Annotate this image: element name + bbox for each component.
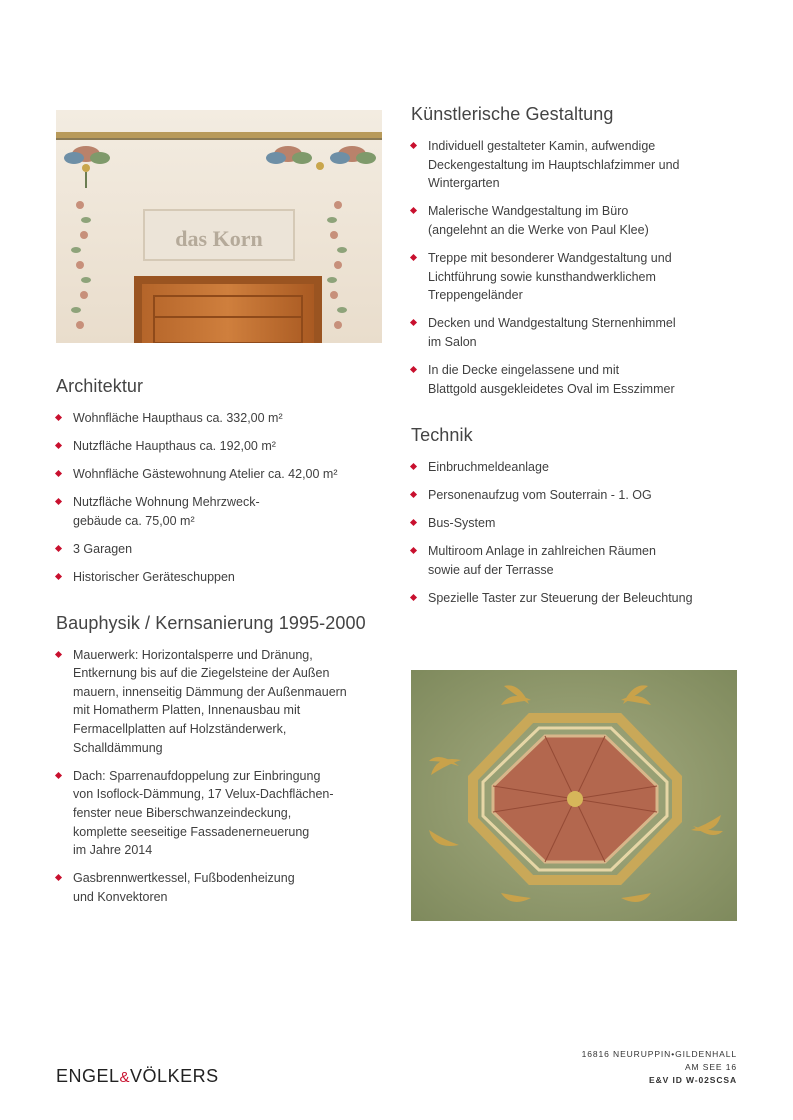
list-item <box>56 869 382 906</box>
list-item-text: Wohnfläche Haupthaus ca. 332,00 m² <box>73 411 283 425</box>
list-item <box>411 589 737 608</box>
list-item <box>56 767 382 860</box>
door-ornament-photo <box>56 110 382 343</box>
list-item-text: Gasbrennwertkessel, Fußbodenheizung und Konvektoren <box>73 871 295 904</box>
section-kunst <box>411 104 737 398</box>
list-item-text: Multiroom Anlage in zahlreichen Räumen sowie auf der Terrasse <box>428 544 656 577</box>
address-line2: AM SEE 16 <box>684 1062 737 1072</box>
listing-id: E&V ID W-02SCSA <box>649 1075 737 1085</box>
address-line1: 16816 NEURUPPIN•GILDENHALL <box>581 1049 737 1059</box>
list-item <box>56 437 382 456</box>
bullet-diamond-icon <box>55 545 62 552</box>
list-item <box>56 493 382 530</box>
list-item-text: Individuell gestalteter Kamin, aufwendige Deckengestaltung im Hauptschlafzimmer und Wintergarten <box>428 139 680 191</box>
bullet-diamond-icon <box>410 519 417 526</box>
bullet-diamond-icon <box>410 142 417 149</box>
list-item-text: Bus-System <box>428 516 496 531</box>
list-item <box>411 486 737 505</box>
list-item <box>411 137 737 193</box>
list-architektur <box>56 409 382 587</box>
list-item-text: Decken und Wandgestaltung Sternenhimmel im Salon <box>428 316 676 349</box>
bullet-diamond-icon <box>55 470 62 477</box>
bullet-diamond-icon <box>410 463 417 470</box>
list-item <box>56 646 382 758</box>
list-item-text: Personenaufzug vom Souterrain - 1. OG <box>428 488 652 503</box>
section-technik <box>411 425 737 608</box>
section-architektur <box>56 376 382 587</box>
section-bauphysik <box>56 613 382 907</box>
right-column <box>411 104 737 617</box>
logo-ampersand: & <box>119 1069 131 1086</box>
bullet-diamond-icon <box>55 651 62 658</box>
bullet-diamond-icon <box>55 442 62 449</box>
section-title-architektur: Architektur <box>56 376 144 396</box>
bullet-diamond-icon <box>55 573 62 580</box>
engel-voelkers-logo <box>56 1066 219 1087</box>
list-item <box>411 249 737 305</box>
list-item <box>411 361 737 398</box>
section-title-kunst: Künstlerische Gestaltung <box>411 104 614 124</box>
list-item <box>411 314 737 351</box>
list-item-text: Nutzfläche Wohnung Mehrzweck- gebäude ca. 75,00 m² <box>73 495 260 528</box>
list-item <box>411 514 737 533</box>
section-title-technik: Technik <box>411 425 473 446</box>
list-item-text: In die Decke eingelassene und mit Blattgold ausgekleidetes Oval im Esszimmer <box>428 362 675 396</box>
list-item-text: Mauerwerk: Horizontalsperre und Dränung, Entkernung bis auf die Ziegelsteine der Außen mauern, innenseitig Dämmung der Außenmauern mit Homatherm Platten, Innenausbau mit Fermacellplatten auf Holzständerwerk, Schalldämmung <box>73 647 347 755</box>
bullet-diamond-icon <box>55 874 62 881</box>
list-bauphysik <box>56 646 382 907</box>
bullet-diamond-icon <box>410 491 417 498</box>
list-kunst <box>411 137 737 398</box>
list-item <box>411 202 737 239</box>
list-item <box>56 568 382 587</box>
list-item <box>411 458 737 477</box>
bullet-diamond-icon <box>55 414 62 421</box>
bullet-diamond-icon <box>410 254 417 261</box>
footer-address <box>582 1048 737 1087</box>
bullet-diamond-icon <box>410 207 417 214</box>
door-sign-text: das Korn <box>175 226 263 251</box>
list-item-text: Dach: Sparrenaufdoppelung zur Einbringung von Isoflock-Dämmung, 17 Velux-Dachflächen- fenster neue Biberschwanzeindeckung, komplette seeseitige Fassadenerneuerung im Jahre 2014 <box>73 768 334 858</box>
bullet-diamond-icon <box>55 772 62 779</box>
list-item-text: Nutzfläche Haupthaus ca. 192,00 m² <box>73 439 276 454</box>
logo-text-voelkers: VÖLKERS <box>130 1066 219 1086</box>
logo-text-engel: ENGEL <box>56 1066 120 1086</box>
section-title-bauphysik: Bauphysik / Kernsanierung 1995-2000 <box>56 612 366 633</box>
list-item <box>56 465 382 484</box>
bullet-diamond-icon <box>410 547 417 554</box>
bullet-diamond-icon <box>410 319 417 326</box>
bullet-diamond-icon <box>410 594 417 601</box>
list-technik <box>411 458 737 608</box>
list-item-text: Wohnfläche Gästewohnung Atelier ca. 42,00 m² <box>73 467 338 482</box>
left-column <box>56 110 382 916</box>
list-item-text: Einbruchmeldeanlage <box>428 460 549 475</box>
list-item <box>56 409 382 428</box>
list-item-text: Treppe mit besonderer Wandgestaltung und Lichtführung sowie kunsthandwerklichem Treppengeländer <box>428 250 672 303</box>
list-item-text: 3 Garagen <box>73 541 133 556</box>
list-item-text: Malerische Wandgestaltung im Büro (angelehnt an die Werke von Paul Klee) <box>428 204 649 237</box>
list-item-text: Historischer Geräteschuppen <box>73 570 235 585</box>
bullet-diamond-icon <box>55 498 62 505</box>
list-item <box>56 540 382 559</box>
list-item-text: Spezielle Taster zur Steuerung der Beleuchtung <box>428 591 693 606</box>
ceiling-rosette-photo <box>411 670 737 921</box>
bullet-diamond-icon <box>410 366 417 373</box>
list-item <box>411 542 737 579</box>
